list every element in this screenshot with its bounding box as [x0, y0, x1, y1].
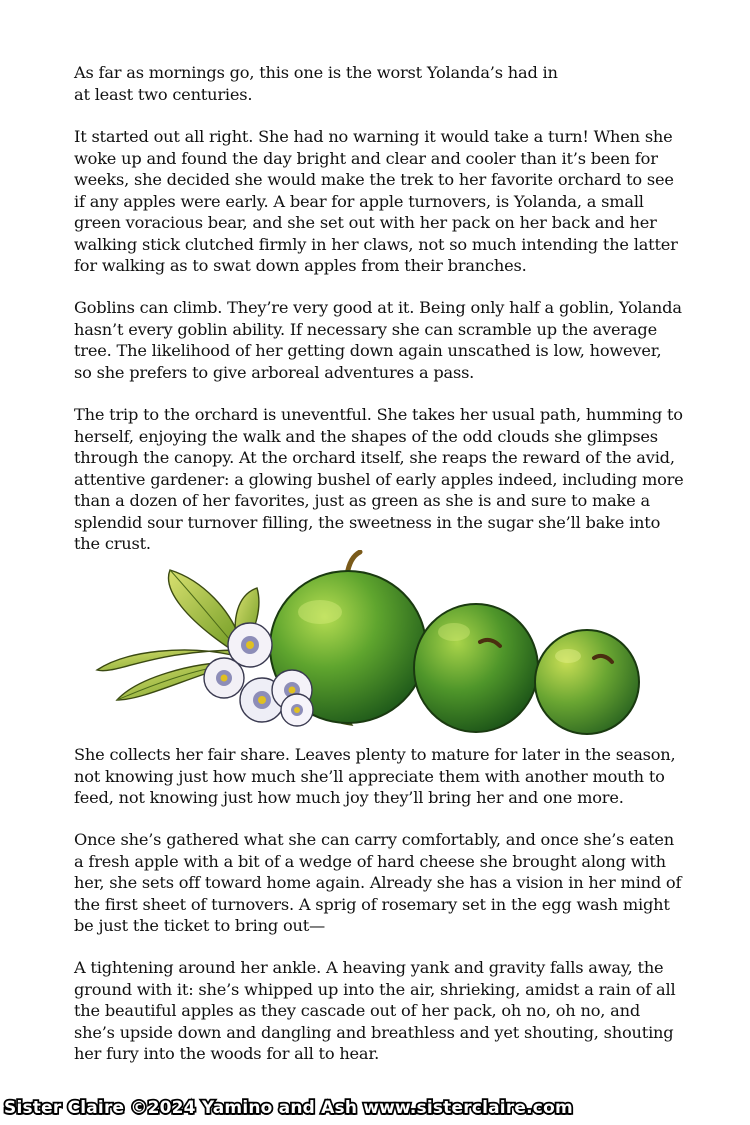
story-paragraph: It started out all right. She had no warning it would take a turn! When she woke up and found the day bright and clear and cooler than it’s been for weeks, she decided she would make the trek to her favorite orchard to see if any apples were early. A bear for apple turnovers, is Yolanda, a small green voracious bear, and she set out with her pack on her back and her walking stick clutched firmly in her claws, not so much intending the latter for walking as to swat down apples from their branches. [74, 127, 678, 275]
story-paragraph: The trip to the orchard is uneventful. She takes her usual path, humming to herself, enjoying the walk and the shapes of the odd clouds she glimpses through the canopy. At the orchard itself, she reaps the reward of the avid, attentive gardener: a glowing bushel of early apples indeed, including more than a dozen of her favorites, just as green as she is and sure to make a splendid sour turnover filling, the sweetness in the sugar she’ll bake into the crust. [74, 405, 684, 553]
medium-apple [414, 604, 538, 732]
story-paragraph: A tightening around her ankle. A heaving yank and gravity falls away, the ground with it: she’s whipped up into the air, shrieking, amidst a rain of all the beautiful apples as they cascade out of her pack, oh no, oh no, and she’s upside down and dangling and breathless and yet shouting, shouting her fury into the woods for all to hear. [74, 958, 676, 1063]
apples-illustration [92, 550, 652, 738]
small-apple [535, 630, 639, 734]
story-paragraph: Once she’s gathered what she can carry comfortably, and once she’s eaten a fresh apple with a bit of a wedge of hard cheese she brought along with her, she sets off toward home again. Already she has a vision in her mind of the first sheet of turnovers. A sprig of rosemary set in the egg wash might be just the ticket to bring out— [74, 830, 682, 935]
story-paragraph: She collects her fair share. Leaves plenty to mature for later in the season, not knowing just how much she’ll appreciate them with another mouth to feed, not knowing just how much joy they’ll bring her and one more. [74, 745, 676, 807]
story-paragraph: Goblins can climb. They’re very good at it. Being only half a goblin, Yolanda hasn’t every goblin ability. If necessary she can scramble up the average tree. The likelihood of her getting down again unscathed is low, however, so she prefers to give arboreal adventures a pass. [74, 298, 682, 382]
story-paragraph: As far as mornings go, this one is the worst Yolanda’s had in at least two centuries. [74, 63, 558, 104]
copyright-footer: Sister Claire ©2024 Yamino and Ash www.sisterclaire.com [4, 1098, 573, 1118]
